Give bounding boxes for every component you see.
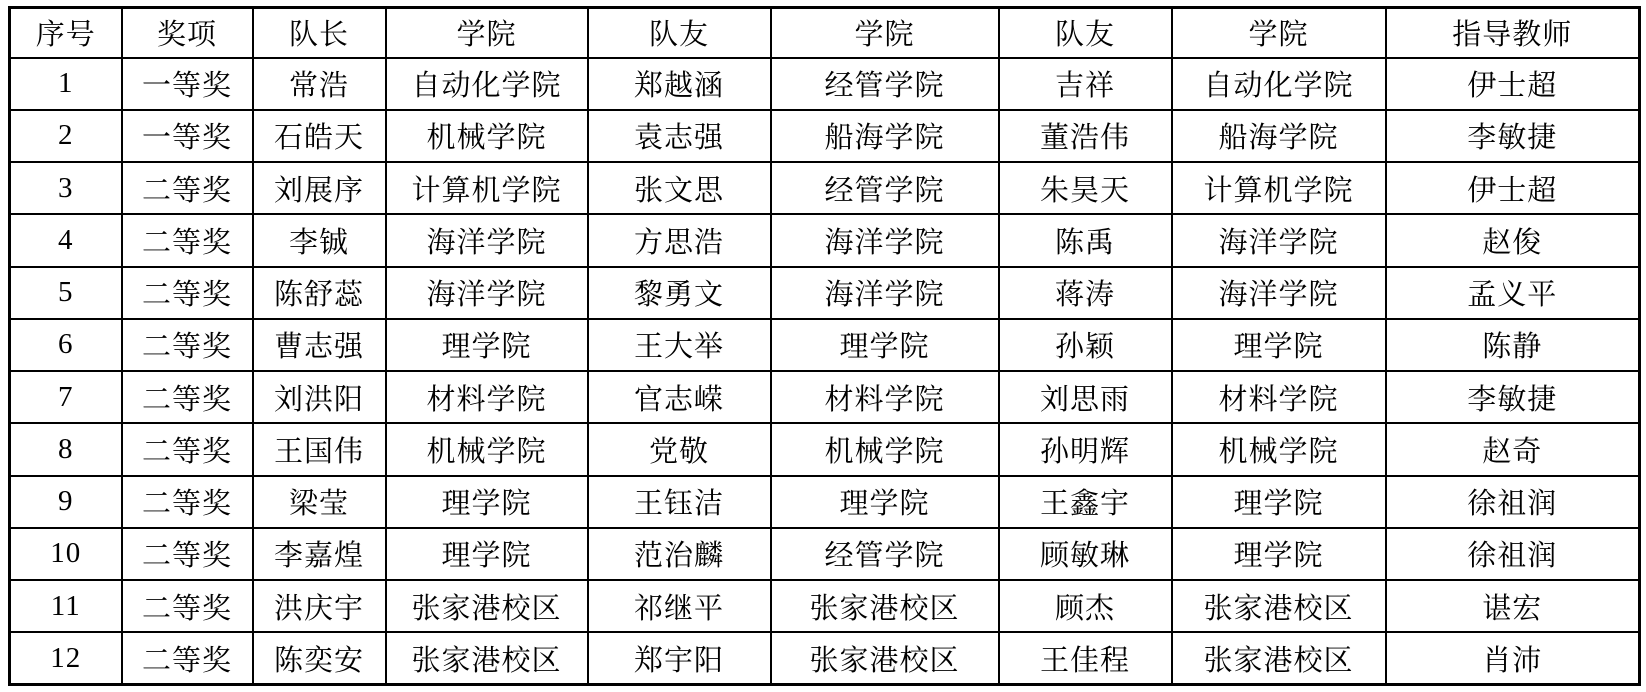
table-cell: 理学院 xyxy=(386,476,588,528)
table-cell: 理学院 xyxy=(771,476,999,528)
table-cell: 二等奖 xyxy=(122,423,253,475)
table-cell: 海洋学院 xyxy=(386,214,588,266)
table-cell: 赵奇 xyxy=(1386,423,1640,475)
table-cell: 二等奖 xyxy=(122,632,253,684)
table-cell: 机械学院 xyxy=(386,423,588,475)
table-cell: 海洋学院 xyxy=(771,214,999,266)
table-cell: 计算机学院 xyxy=(386,162,588,214)
table-cell: 王钰洁 xyxy=(588,476,771,528)
table-cell: 11 xyxy=(10,580,122,632)
table-cell: 理学院 xyxy=(1172,476,1386,528)
table-cell: 徐祖润 xyxy=(1386,476,1640,528)
table-cell: 曹志强 xyxy=(253,319,386,371)
table-row xyxy=(10,58,1640,110)
table-cell: 机械学院 xyxy=(386,110,588,162)
table-cell: 李嘉煌 xyxy=(253,528,386,580)
table-cell: 顾杰 xyxy=(999,580,1172,632)
table-cell: 常浩 xyxy=(253,58,386,110)
table-cell: 经管学院 xyxy=(771,528,999,580)
table-cell: 党敬 xyxy=(588,423,771,475)
table-cell: 孙颖 xyxy=(999,319,1172,371)
table-cell: 船海学院 xyxy=(771,110,999,162)
table-cell: 孟义平 xyxy=(1386,267,1640,319)
table-cell: 伊士超 xyxy=(1386,58,1640,110)
table-cell: 范治麟 xyxy=(588,528,771,580)
table-cell: 海洋学院 xyxy=(1172,214,1386,266)
table-row xyxy=(10,162,1640,214)
table-cell: 李敏捷 xyxy=(1386,110,1640,162)
table-cell: 蒋涛 xyxy=(999,267,1172,319)
table-row xyxy=(10,423,1640,475)
table-cell: 刘洪阳 xyxy=(253,371,386,423)
table-cell: 陈奕安 xyxy=(253,632,386,684)
table-cell: 祁继平 xyxy=(588,580,771,632)
table-cell: 张家港校区 xyxy=(771,632,999,684)
table-cell: 王国伟 xyxy=(253,423,386,475)
table-cell: 刘思雨 xyxy=(999,371,1172,423)
column-header: 学院 xyxy=(771,8,999,58)
table-cell: 理学院 xyxy=(386,319,588,371)
table-row xyxy=(10,371,1640,423)
table-cell: 伊士超 xyxy=(1386,162,1640,214)
table-cell: 船海学院 xyxy=(1172,110,1386,162)
table-cell: 徐祖润 xyxy=(1386,528,1640,580)
table-cell: 经管学院 xyxy=(771,58,999,110)
table-cell: 谌宏 xyxy=(1386,580,1640,632)
table-cell: 张家港校区 xyxy=(386,632,588,684)
table-body xyxy=(10,58,1640,685)
table-cell: 自动化学院 xyxy=(386,58,588,110)
table-cell: 材料学院 xyxy=(771,371,999,423)
table-cell: 海洋学院 xyxy=(386,267,588,319)
column-header: 学院 xyxy=(386,8,588,58)
table-cell: 郑越涵 xyxy=(588,58,771,110)
table-cell: 王佳程 xyxy=(999,632,1172,684)
table-cell: 二等奖 xyxy=(122,319,253,371)
table-row xyxy=(10,632,1640,684)
table-cell: 刘展序 xyxy=(253,162,386,214)
table-cell: 海洋学院 xyxy=(771,267,999,319)
table-row xyxy=(10,528,1640,580)
table-cell: 陈禹 xyxy=(999,214,1172,266)
table-cell: 王鑫宇 xyxy=(999,476,1172,528)
table-cell: 官志嵘 xyxy=(588,371,771,423)
table-cell: 二等奖 xyxy=(122,528,253,580)
table-cell: 董浩伟 xyxy=(999,110,1172,162)
table-cell: 7 xyxy=(10,371,122,423)
table-cell: 朱昊天 xyxy=(999,162,1172,214)
table-cell: 计算机学院 xyxy=(1172,162,1386,214)
table-cell: 1 xyxy=(10,58,122,110)
table-row xyxy=(10,580,1640,632)
table-cell: 陈舒蕊 xyxy=(253,267,386,319)
table-cell: 袁志强 xyxy=(588,110,771,162)
table-cell: 理学院 xyxy=(771,319,999,371)
table-cell: 9 xyxy=(10,476,122,528)
column-header: 奖项 xyxy=(122,8,253,58)
table-cell: 10 xyxy=(10,528,122,580)
table-cell: 李敏捷 xyxy=(1386,371,1640,423)
table-cell: 肖沛 xyxy=(1386,632,1640,684)
table-cell: 海洋学院 xyxy=(1172,267,1386,319)
table-cell: 吉祥 xyxy=(999,58,1172,110)
table-cell: 二等奖 xyxy=(122,580,253,632)
table-cell: 张家港校区 xyxy=(1172,632,1386,684)
column-header: 队友 xyxy=(999,8,1172,58)
table-cell: 材料学院 xyxy=(1172,371,1386,423)
table-cell: 张家港校区 xyxy=(1172,580,1386,632)
table-cell: 2 xyxy=(10,110,122,162)
column-header: 学院 xyxy=(1172,8,1386,58)
table-cell: 理学院 xyxy=(386,528,588,580)
table-cell: 自动化学院 xyxy=(1172,58,1386,110)
table-cell: 孙明辉 xyxy=(999,423,1172,475)
table-cell: 梁莹 xyxy=(253,476,386,528)
table-cell: 陈静 xyxy=(1386,319,1640,371)
table-cell: 一等奖 xyxy=(122,58,253,110)
table-cell: 机械学院 xyxy=(1172,423,1386,475)
table-cell: 材料学院 xyxy=(386,371,588,423)
column-header: 指导教师 xyxy=(1386,8,1640,58)
award-table xyxy=(8,6,1641,686)
table-cell: 4 xyxy=(10,214,122,266)
table-cell: 理学院 xyxy=(1172,528,1386,580)
table-cell: 机械学院 xyxy=(771,423,999,475)
table-cell: 二等奖 xyxy=(122,371,253,423)
table-cell: 顾敏琳 xyxy=(999,528,1172,580)
table-cell: 一等奖 xyxy=(122,110,253,162)
table-cell: 李铖 xyxy=(253,214,386,266)
table-cell: 张家港校区 xyxy=(386,580,588,632)
table-cell: 二等奖 xyxy=(122,214,253,266)
table-row xyxy=(10,319,1640,371)
table-cell: 经管学院 xyxy=(771,162,999,214)
table-cell: 8 xyxy=(10,423,122,475)
table-cell: 王大举 xyxy=(588,319,771,371)
table-row xyxy=(10,267,1640,319)
award-table-container xyxy=(8,6,1638,686)
table-row xyxy=(10,214,1640,266)
table-cell: 5 xyxy=(10,267,122,319)
table-cell: 黎勇文 xyxy=(588,267,771,319)
table-cell: 12 xyxy=(10,632,122,684)
table-cell: 张家港校区 xyxy=(771,580,999,632)
table-cell: 二等奖 xyxy=(122,476,253,528)
table-cell: 理学院 xyxy=(1172,319,1386,371)
table-cell: 张文思 xyxy=(588,162,771,214)
column-header: 序号 xyxy=(10,8,122,58)
table-cell: 赵俊 xyxy=(1386,214,1640,266)
table-cell: 二等奖 xyxy=(122,267,253,319)
table-row xyxy=(10,110,1640,162)
table-cell: 郑宇阳 xyxy=(588,632,771,684)
table-cell: 洪庆宇 xyxy=(253,580,386,632)
table-row xyxy=(10,476,1640,528)
table-cell: 石皓天 xyxy=(253,110,386,162)
table-cell: 二等奖 xyxy=(122,162,253,214)
table-cell: 3 xyxy=(10,162,122,214)
column-header: 队长 xyxy=(253,8,386,58)
table-cell: 6 xyxy=(10,319,122,371)
table-cell: 方思浩 xyxy=(588,214,771,266)
column-header: 队友 xyxy=(588,8,771,58)
header-row xyxy=(10,8,1640,58)
